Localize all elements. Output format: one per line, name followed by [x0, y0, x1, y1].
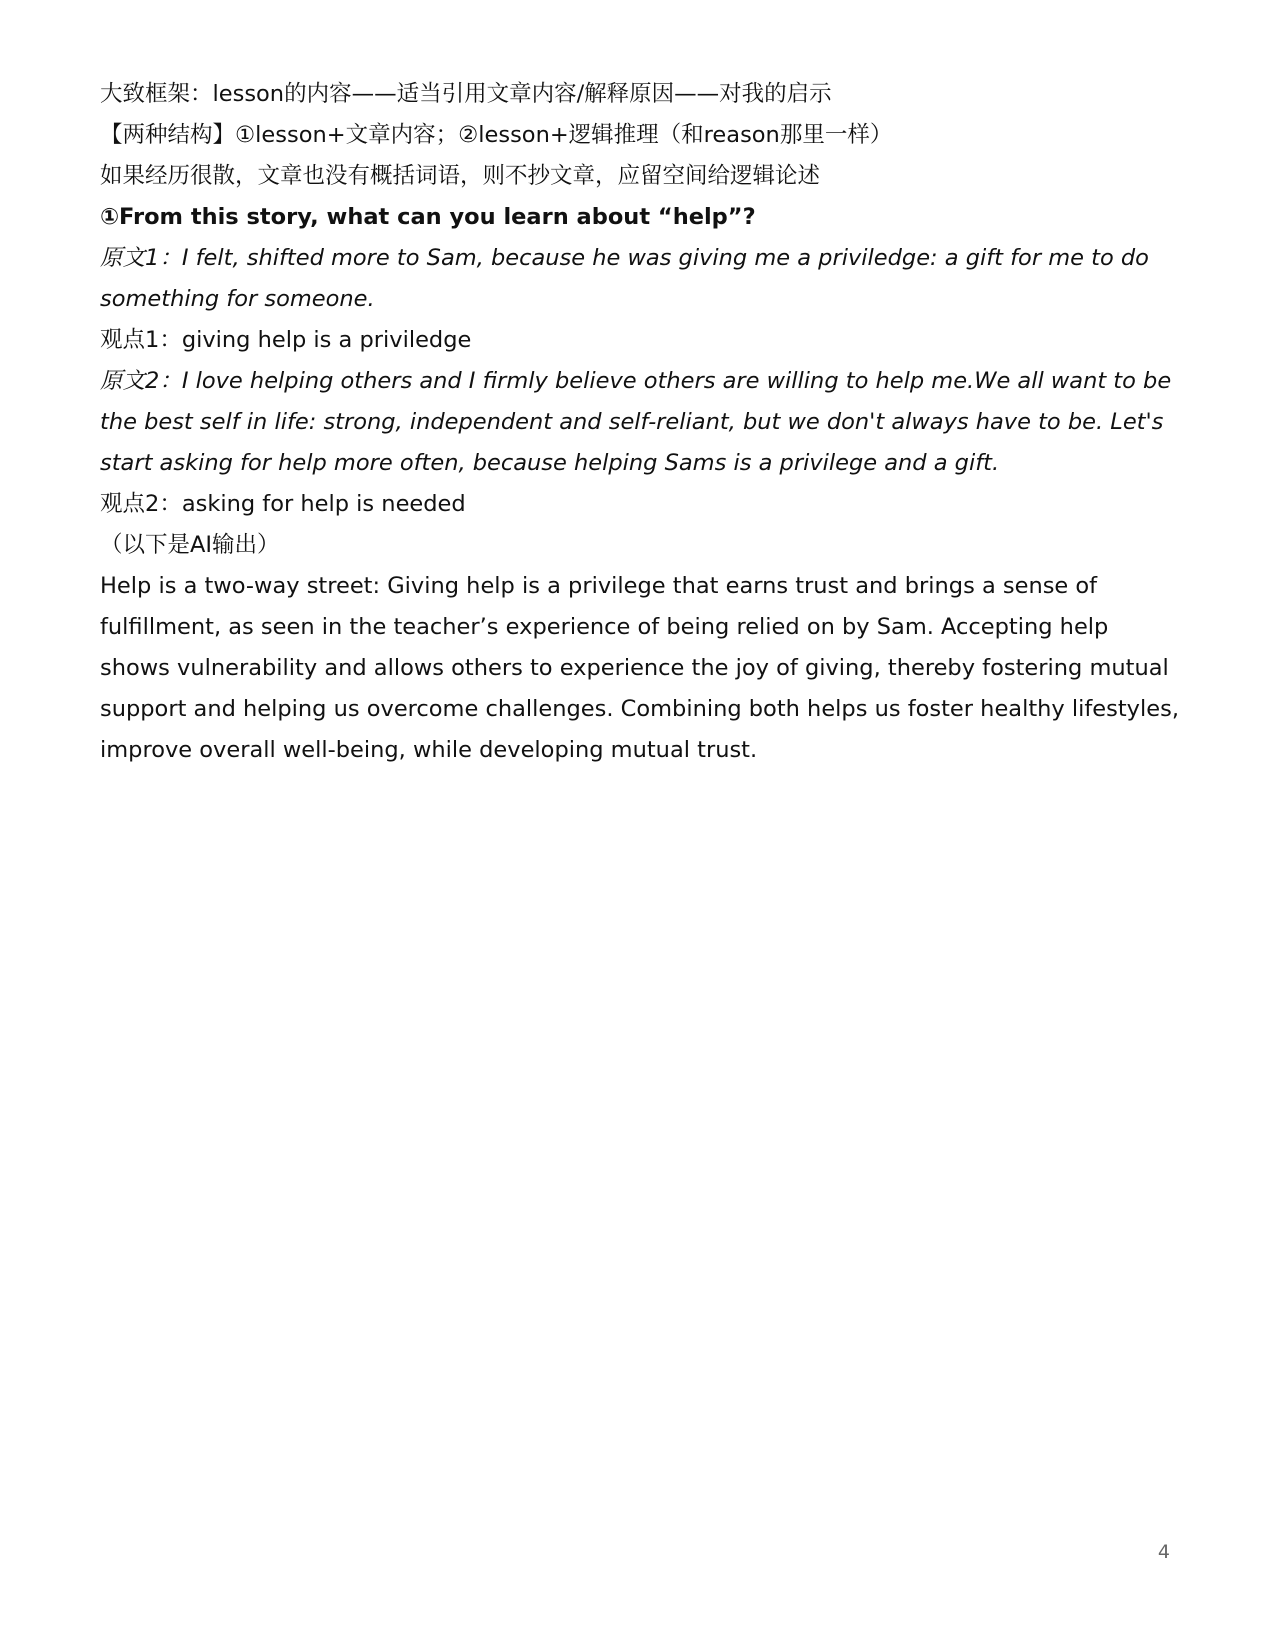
structure-line: 【两种结构】①lesson+文章内容；②lesson+逻辑推理（和reason那里一样） — [100, 122, 893, 148]
point-2: 观点2：asking for help is needed — [100, 491, 466, 517]
framework-line: 大致框架：lesson的内容——适当引用文章内容/解释原因——对我的启示 — [100, 81, 832, 107]
advice-line: 如果经历很散，文章也没有概括词语，则不抄文章，应留空间给逻辑论述 — [100, 163, 821, 189]
point-1: 观点1：giving help is a priviledge — [100, 327, 472, 353]
page-number: 4 — [1157, 1541, 1170, 1563]
quote-2: 原文2：I love helping others and I firmly believe others are willing to help me.We all want to be the best self in life: strong, independent and self-reliant, but we don't always have to be. Let's start asking for help more often, because helping Sams is a privilege and a gift. — [100, 368, 1179, 476]
ai-paragraph: Help is a two-way street: Giving help is a privilege that earns trust and brings a sense of fulfillment, as seen in the teacher’s experience of being relied on by Sam. Accepting help shows vulnerability and allows others to experience the joy of giving, thereby fostering mutual support and helping us overcome challenges. Combining both helps us foster healthy lifestyles, improve overall well-being, while developing mutual trust. — [100, 573, 1187, 763]
question-heading: ①From this story, what can you learn about “help”? — [100, 204, 756, 230]
ai-note: （以下是AI输出） — [100, 532, 280, 558]
quote-1: 原文1：I felt, shifted more to Sam, because he was giving me a priviledge: a gift for me to do something for someone. — [100, 245, 1157, 312]
document-body — [100, 74, 1187, 771]
